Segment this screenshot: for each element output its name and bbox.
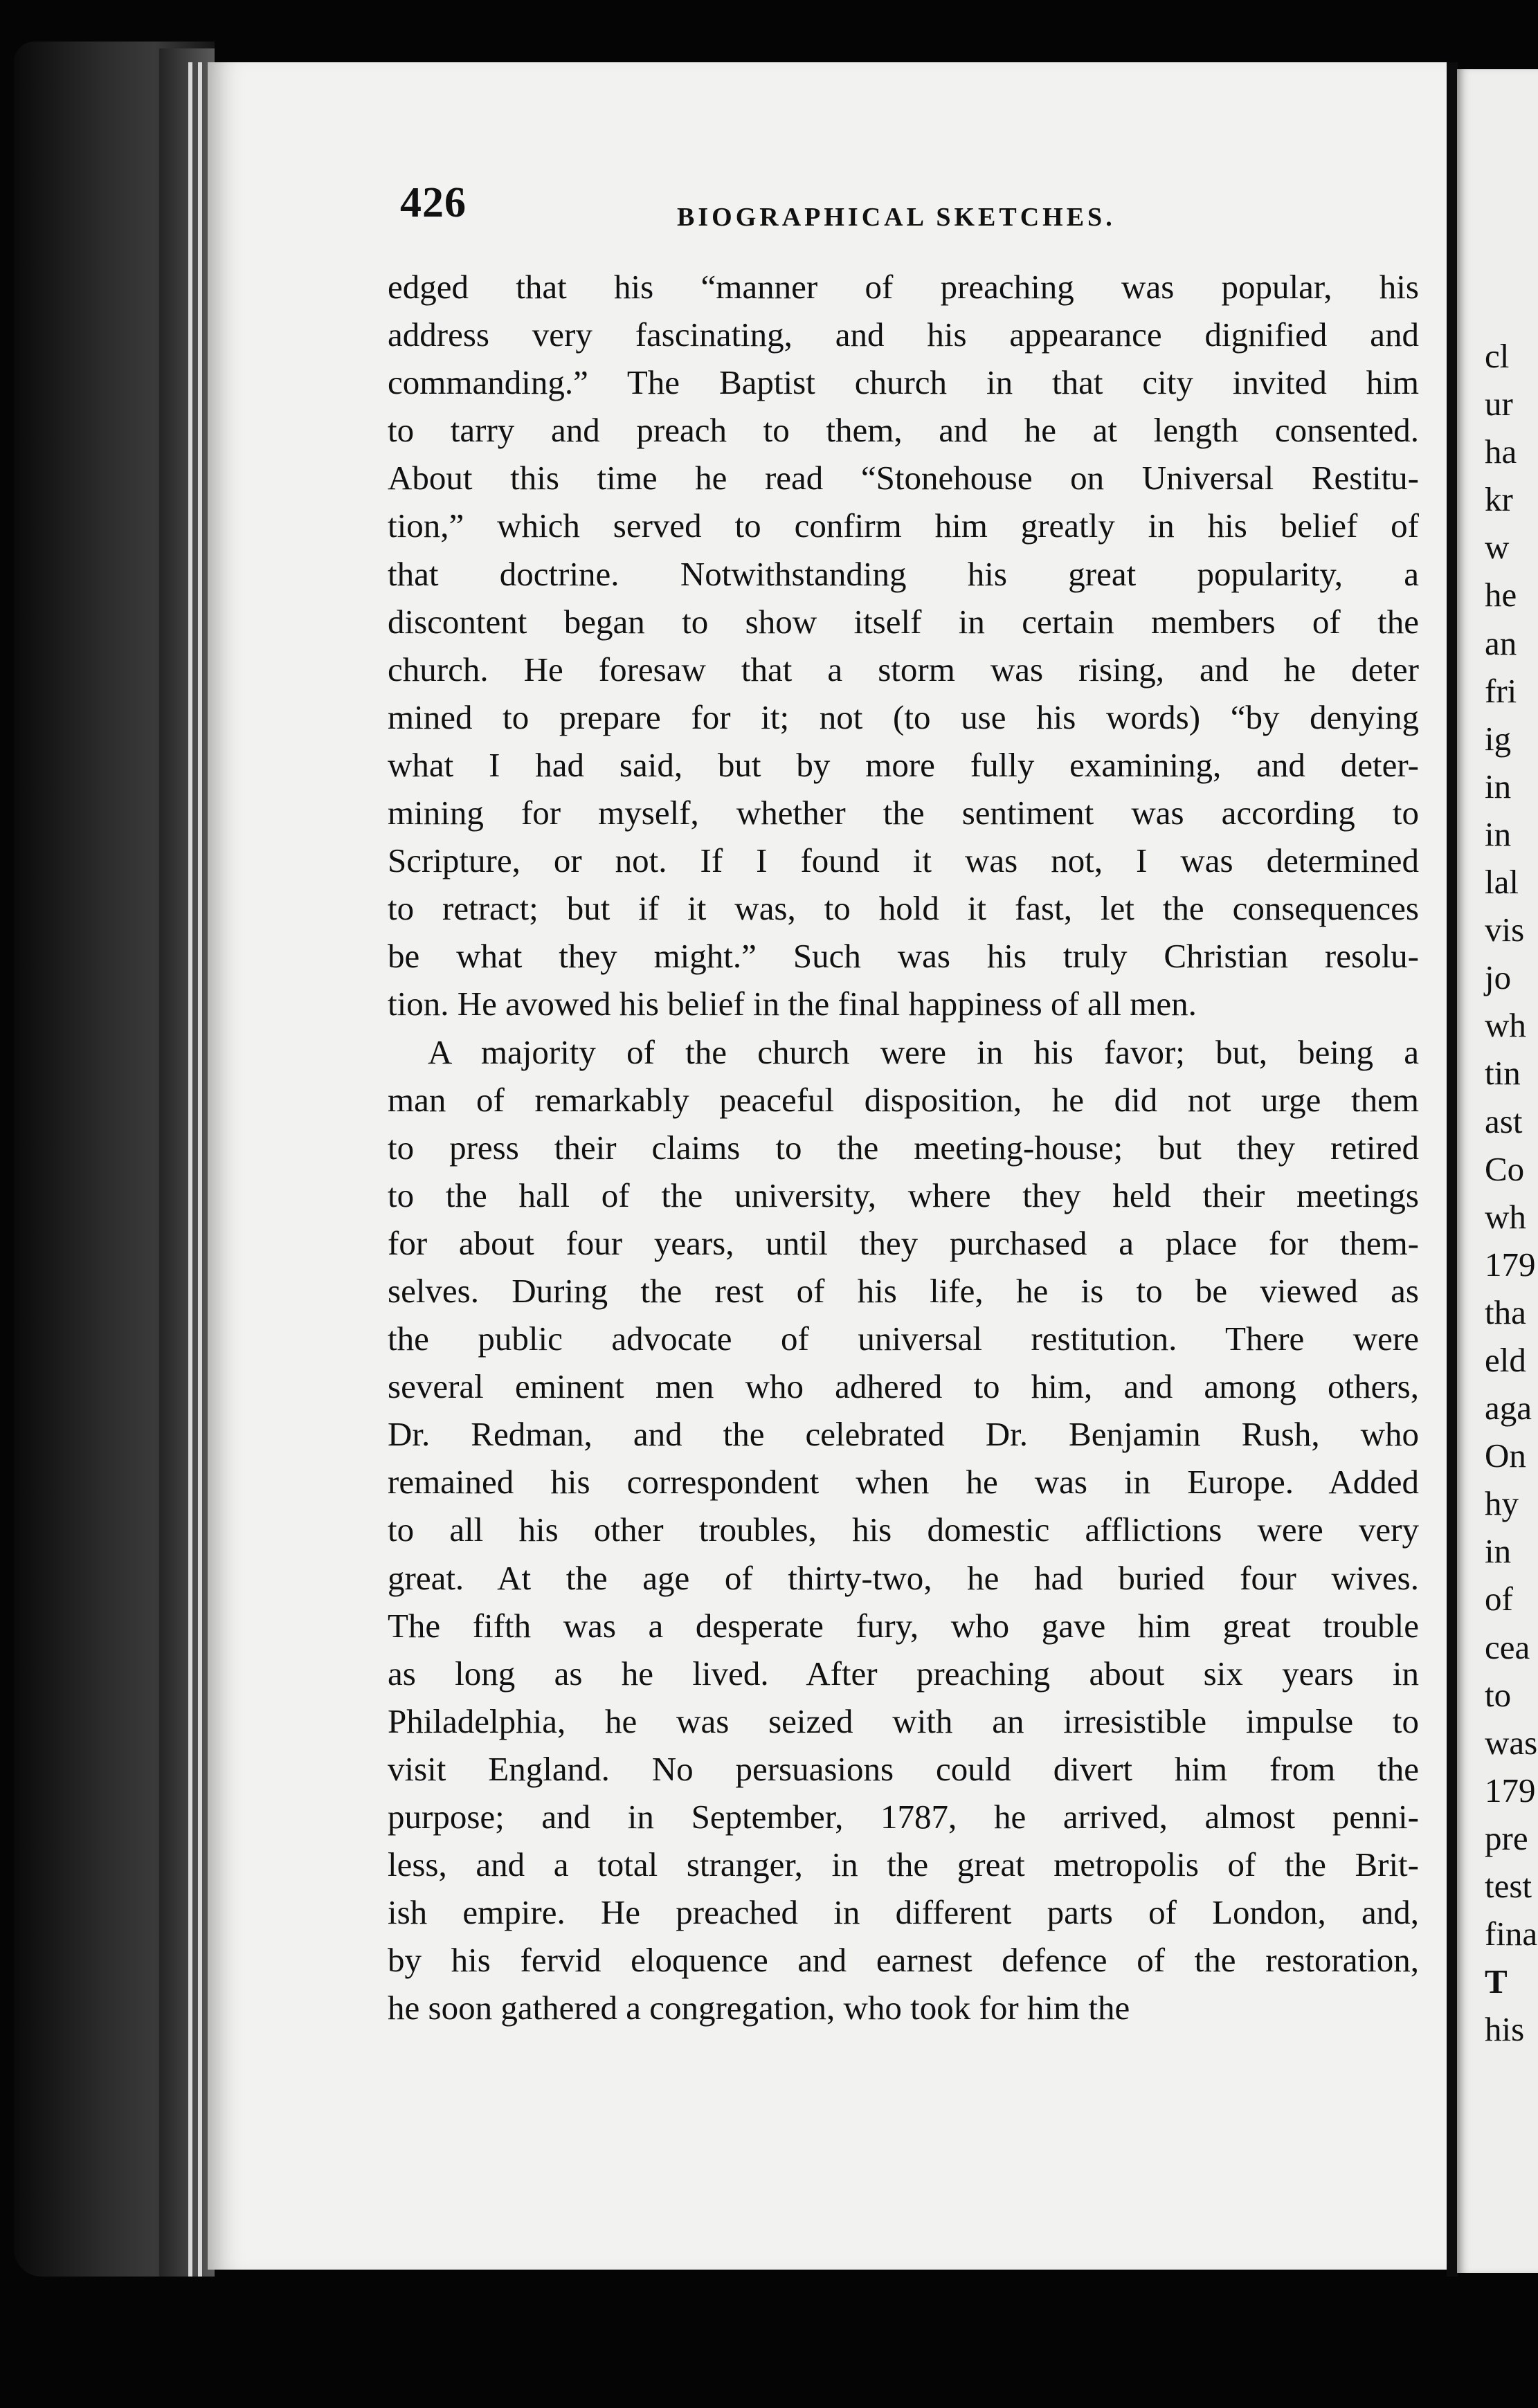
text-line: edged that his “manner of preaching was popular, his bbox=[388, 268, 1419, 306]
text-line: remained his correspondent when he was in Europe. Added bbox=[388, 1463, 1419, 1502]
right-page-text bbox=[1485, 332, 1537, 2053]
right-page-line-fragment: wh bbox=[1485, 1006, 1526, 1045]
text-line: purpose; and in September, 1787, he arrived, almost penni- bbox=[388, 1798, 1419, 1836]
right-page-line-fragment: fri bbox=[1485, 671, 1517, 710]
text-line: the public advocate of universal restitution. There were bbox=[388, 1320, 1419, 1358]
text-line: About this time he read “Stonehouse on Universal Restitu- bbox=[388, 459, 1419, 498]
right-page-line-fragment: tha bbox=[1485, 1293, 1526, 1331]
text-line: mined to prepare for it; not (to use his words) “by denying bbox=[388, 697, 1419, 736]
text-line: by his fervid eloquence and earnest defence of the restoration, bbox=[388, 1941, 1419, 1980]
text-line: Philadelphia, he was seized with an irresistible impulse to bbox=[388, 1702, 1419, 1740]
text-line: man of remarkably peaceful disposition, he did not urge them bbox=[388, 1080, 1419, 1119]
text-line: mining for myself, whether the sentiment was according to bbox=[388, 794, 1419, 832]
right-page-line-fragment: in bbox=[1485, 814, 1512, 853]
right-page-line-fragment: hy bbox=[1485, 1484, 1519, 1523]
text-line: to retract; but if it was, to hold it fast, let the consequences bbox=[388, 889, 1419, 928]
right-page-line-fragment: ha bbox=[1485, 432, 1517, 471]
right-page-line-fragment: lal bbox=[1485, 863, 1519, 902]
text-line: to the hall of the university, where they held their meetings bbox=[388, 1176, 1419, 1214]
right-page-fragment bbox=[1457, 69, 1538, 2273]
text-line: less, and a total stranger, in the great metropolis of the Brit- bbox=[388, 1845, 1419, 1884]
text-line: as long as he lived. After preaching about six years in bbox=[388, 1654, 1419, 1693]
text-line: tion. He avowed his belief in the final happiness of all men. bbox=[388, 985, 1197, 1023]
right-page-line-fragment: ast bbox=[1485, 1102, 1523, 1140]
right-page-line-fragment: fina bbox=[1485, 1915, 1538, 1953]
text-line: church. He foresaw that a storm was rising, and he deter bbox=[388, 650, 1419, 688]
right-page-line-fragment: his bbox=[1485, 2010, 1525, 2049]
right-page-line-fragment: ig bbox=[1485, 719, 1512, 758]
text-line: for about four years, until they purchased a place for them- bbox=[388, 1223, 1419, 1262]
right-page-line-fragment: jo bbox=[1485, 958, 1512, 997]
page-edge-strip bbox=[198, 62, 202, 2277]
right-page-line-fragment: pre bbox=[1485, 1818, 1528, 1857]
right-page-line-fragment: test bbox=[1485, 1867, 1532, 1905]
page-edge-strip bbox=[188, 62, 192, 2277]
right-page-line-fragment: was bbox=[1485, 1723, 1538, 1762]
right-page-line-fragment: of bbox=[1485, 1580, 1513, 1618]
text-line: The fifth was a desperate fury, who gave him great trouble bbox=[388, 1606, 1419, 1645]
text-line: visit England. No persuasions could divert him from the bbox=[388, 1749, 1419, 1788]
running-title: BIOGRAPHICAL SKETCHES. bbox=[677, 203, 1116, 232]
page-number: 426 bbox=[400, 179, 467, 226]
right-page-line-fragment: kr bbox=[1485, 480, 1513, 519]
right-page-line-fragment: 179 bbox=[1485, 1245, 1536, 1284]
text-line: what I had said, but by more fully examining, and deter- bbox=[388, 745, 1419, 784]
right-page-line-fragment: 179 bbox=[1485, 1771, 1536, 1809]
page-stack-shadow bbox=[159, 48, 215, 2277]
text-line: discontent began to show itself in certain members of the bbox=[388, 602, 1419, 641]
right-page-line-fragment: tin bbox=[1485, 1054, 1521, 1093]
right-page-line-fragment: aga bbox=[1485, 1389, 1532, 1428]
text-line: commanding.” The Baptist church in that city invited him bbox=[388, 363, 1419, 402]
text-line: ish empire. He preached in different parts of London, and, bbox=[388, 1893, 1419, 1932]
right-page-line-fragment: to bbox=[1485, 1675, 1512, 1714]
running-head bbox=[400, 179, 1438, 241]
text-line: Scripture, or not. If I found it was not, I was determined bbox=[388, 841, 1419, 880]
text-line: tion,” which served to confirm him greatly in his belief of bbox=[388, 507, 1419, 545]
right-page-line-fragment: cl bbox=[1485, 337, 1510, 375]
text-line: several eminent men who adhered to him, and among others, bbox=[388, 1367, 1419, 1406]
text-line: address very fascinating, and his appearance dignified and bbox=[388, 316, 1419, 354]
right-page-line-fragment: wh bbox=[1485, 1197, 1526, 1236]
right-page-line-fragment: eld bbox=[1485, 1340, 1526, 1379]
right-page-line-fragment: On bbox=[1485, 1436, 1526, 1475]
right-page-line-fragment: T bbox=[1485, 1962, 1508, 2001]
text-line: to press their claims to the meeting-house; but they retired bbox=[388, 1128, 1419, 1167]
body-text bbox=[388, 263, 1419, 2032]
right-page-line-fragment: Co bbox=[1485, 1149, 1525, 1188]
text-line: great. At the age of thirty-two, he had buried four wives. bbox=[388, 1558, 1419, 1597]
book-gutter bbox=[1447, 62, 1458, 2277]
right-page-line-fragment: cea bbox=[1485, 1627, 1530, 1666]
right-page-line-fragment: w bbox=[1485, 528, 1510, 567]
text-line: to all his other troubles, his domestic afflictions were very bbox=[388, 1511, 1419, 1549]
text-line: be what they might.” Such was his truly Christian resolu- bbox=[388, 937, 1419, 976]
right-page-line-fragment: in bbox=[1485, 767, 1512, 805]
text-line: that doctrine. Notwithstanding his great popularity, a bbox=[388, 554, 1419, 593]
right-page-line-fragment: vis bbox=[1485, 911, 1525, 949]
right-page-line-fragment: he bbox=[1485, 576, 1517, 614]
right-page-line-fragment: in bbox=[1485, 1532, 1512, 1571]
right-page-line-fragment: an bbox=[1485, 623, 1517, 662]
text-line: A majority of the church were in his favor; but, being a bbox=[428, 1032, 1419, 1071]
text-line: he soon gathered a congregation, who took for him the bbox=[388, 1989, 1130, 2027]
text-line: selves. During the rest of his life, he is to be viewed as bbox=[388, 1271, 1419, 1310]
text-line: Dr. Redman, and the celebrated Dr. Benjamin Rush, who bbox=[388, 1415, 1419, 1454]
text-line: to tarry and preach to them, and he at length consented. bbox=[388, 411, 1419, 450]
right-page-line-fragment: ur bbox=[1485, 385, 1513, 423]
